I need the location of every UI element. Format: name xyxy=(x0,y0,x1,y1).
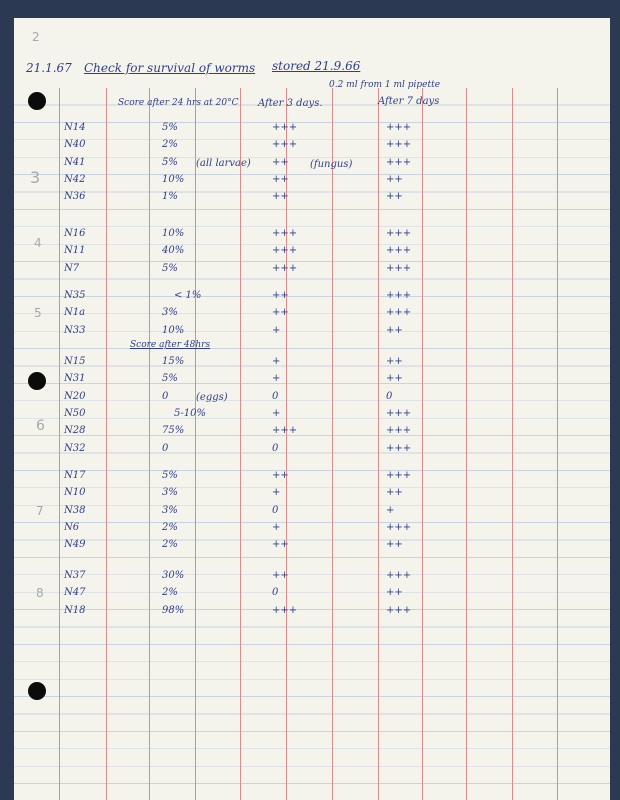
score-cell: 5% xyxy=(162,156,178,168)
score-cell: 3% xyxy=(162,307,178,319)
day7-cell: +++ xyxy=(386,442,412,454)
red-rule xyxy=(378,88,379,800)
strain-cell: N37 xyxy=(64,570,86,581)
score-cell: 0 xyxy=(162,442,169,454)
strain-cell: N15 xyxy=(64,356,86,367)
red-rule xyxy=(512,88,513,800)
strain-cell: N38 xyxy=(64,504,86,516)
day3-cell: 0 xyxy=(272,587,279,599)
score-note: (eggs) xyxy=(196,391,228,403)
entry-date: 21.1.67 xyxy=(26,61,72,75)
score-cell: 2% xyxy=(162,587,178,599)
strain-cell: N41 xyxy=(64,156,86,168)
score-cell: 5% xyxy=(162,470,178,481)
strain-cell: N1a xyxy=(64,307,86,319)
day7-cell: +++ xyxy=(386,139,412,151)
day7-cell: +++ xyxy=(386,407,412,419)
day7-cell: +++ xyxy=(386,228,412,239)
day7-cell: +++ xyxy=(386,156,412,168)
day7-cell: +++ xyxy=(386,521,412,533)
red-rule xyxy=(149,88,150,800)
day3-cell: 0 xyxy=(272,504,279,516)
day3-cell: ++ xyxy=(272,191,289,203)
strain-cell: N11 xyxy=(64,245,86,257)
score-cell: 5% xyxy=(162,373,178,385)
day7-cell: ++ xyxy=(386,373,403,385)
punch-hole xyxy=(28,372,46,390)
day3-cell: +++ xyxy=(272,425,298,437)
strain-cell: N10 xyxy=(64,487,86,499)
day7-cell: +++ xyxy=(386,262,412,274)
day7-cell: +++ xyxy=(386,604,412,616)
day3-cell: +++ xyxy=(272,228,298,239)
red-rule xyxy=(195,88,196,800)
strain-cell: N50 xyxy=(64,407,86,419)
day7-cell: ++ xyxy=(386,487,403,499)
top-margin xyxy=(14,18,610,88)
strain-cell: N42 xyxy=(64,173,86,185)
score-cell: 5% xyxy=(162,122,178,133)
red-rule xyxy=(466,88,467,800)
score-cell: 98% xyxy=(162,604,185,616)
score-cell: 75% xyxy=(162,425,185,437)
red-rule xyxy=(106,88,107,800)
strain-cell: N6 xyxy=(64,521,80,533)
score-cell: 0 xyxy=(162,390,169,402)
day3-cell: +++ xyxy=(272,139,298,151)
day3-cell: +++ xyxy=(272,262,298,274)
red-rule xyxy=(59,88,60,800)
score-cell: 15% xyxy=(162,356,185,367)
strain-cell: N17 xyxy=(64,470,86,481)
header-score-24h: Score after 24 hrs at 20°C xyxy=(118,98,239,108)
day7-cell: +++ xyxy=(386,470,412,481)
day3-cell: ++ xyxy=(272,173,289,185)
day7-cell: ++ xyxy=(386,173,403,185)
stored-date: stored 21.9.66 xyxy=(272,59,361,73)
strain-cell: N16 xyxy=(64,228,86,239)
score-cell: 3% xyxy=(162,504,178,516)
day3-cell: 0 xyxy=(272,390,279,402)
strain-cell: N20 xyxy=(64,390,86,402)
day3-cell: ++ xyxy=(272,539,289,551)
score-cell: 1% xyxy=(162,191,178,203)
score-cell: 2% xyxy=(162,139,178,151)
day3-cell: +++ xyxy=(272,122,298,133)
red-rule xyxy=(422,88,423,800)
day3-cell: + xyxy=(272,407,281,419)
score-cell: 3% xyxy=(162,487,178,499)
day3-cell: ++ xyxy=(272,156,289,168)
margin-mark: 5 xyxy=(34,306,42,320)
page-title: Check for survival of worms xyxy=(84,61,256,75)
score-note: (all larvae) xyxy=(196,157,251,169)
day7-cell: +++ xyxy=(386,245,412,257)
day3-cell: +++ xyxy=(272,604,298,616)
strain-cell: N14 xyxy=(64,122,86,133)
header-after-3-days: After 3 days. xyxy=(258,98,323,109)
day3-cell: + xyxy=(272,521,281,533)
strain-cell: N32 xyxy=(64,442,86,454)
day7-cell: 0 xyxy=(386,390,393,402)
strain-cell: N18 xyxy=(64,604,86,616)
strain-cell: N49 xyxy=(64,539,86,551)
score-cell: 30% xyxy=(162,570,185,581)
day7-cell: + xyxy=(386,504,395,516)
score-cell: 5-10% xyxy=(174,407,206,419)
margin-mark: 4 xyxy=(34,236,42,250)
day3-cell: 0 xyxy=(272,442,279,454)
day7-cell: ++ xyxy=(386,324,403,336)
day7-cell: +++ xyxy=(386,570,412,581)
day3-cell: + xyxy=(272,487,281,499)
header-score-48h: Score after 48hrs xyxy=(130,340,211,350)
day7-cell: +++ xyxy=(386,290,412,301)
score-cell: < 1% xyxy=(174,290,202,301)
margin-mark: 7 xyxy=(36,504,44,518)
strain-cell: N36 xyxy=(64,191,86,203)
red-rule xyxy=(240,88,241,800)
day7-cell: +++ xyxy=(386,425,412,437)
strain-cell: N33 xyxy=(64,324,86,336)
score-cell: 10% xyxy=(162,173,185,185)
margin-mark: 3 xyxy=(30,168,41,187)
day7-cell: ++ xyxy=(386,539,403,551)
strain-cell: N47 xyxy=(64,587,86,599)
day3-cell: +++ xyxy=(272,245,298,257)
strain-cell: N35 xyxy=(64,290,86,301)
margin-mark: 6 xyxy=(36,418,45,434)
punch-hole xyxy=(28,682,46,700)
page-number: 2 xyxy=(32,30,40,44)
day7-cell: +++ xyxy=(386,122,412,133)
day3-cell: ++ xyxy=(272,470,289,481)
strain-cell: N40 xyxy=(64,139,86,151)
red-rule xyxy=(332,88,333,800)
day3-cell: + xyxy=(272,356,281,367)
notebook-page xyxy=(14,18,610,800)
day3-cell: + xyxy=(272,373,281,385)
day3-cell: ++ xyxy=(272,570,289,581)
day7-cell: ++ xyxy=(386,191,403,203)
score-cell: 10% xyxy=(162,324,185,336)
score-cell: 2% xyxy=(162,521,178,533)
score-cell: 2% xyxy=(162,539,178,551)
score-cell: 10% xyxy=(162,228,185,239)
day7-cell: +++ xyxy=(386,307,412,319)
day3-cell: ++ xyxy=(272,307,289,319)
day3-note: (fungus) xyxy=(310,158,353,170)
header-after-7-days: After 7 days xyxy=(378,96,440,107)
day3-cell: ++ xyxy=(272,290,289,301)
score-cell: 40% xyxy=(162,245,185,257)
strain-cell: N28 xyxy=(64,425,86,437)
red-rule xyxy=(557,88,558,800)
strain-cell: N31 xyxy=(64,373,86,385)
punch-hole xyxy=(28,92,46,110)
score-cell: 5% xyxy=(162,262,178,274)
day7-cell: ++ xyxy=(386,587,403,599)
strain-cell: N7 xyxy=(64,262,80,274)
day7-cell: ++ xyxy=(386,356,403,367)
pipette-note: 0.2 ml from 1 ml pipette xyxy=(329,80,441,90)
margin-mark: 8 xyxy=(36,586,44,600)
day3-cell: + xyxy=(272,324,281,336)
